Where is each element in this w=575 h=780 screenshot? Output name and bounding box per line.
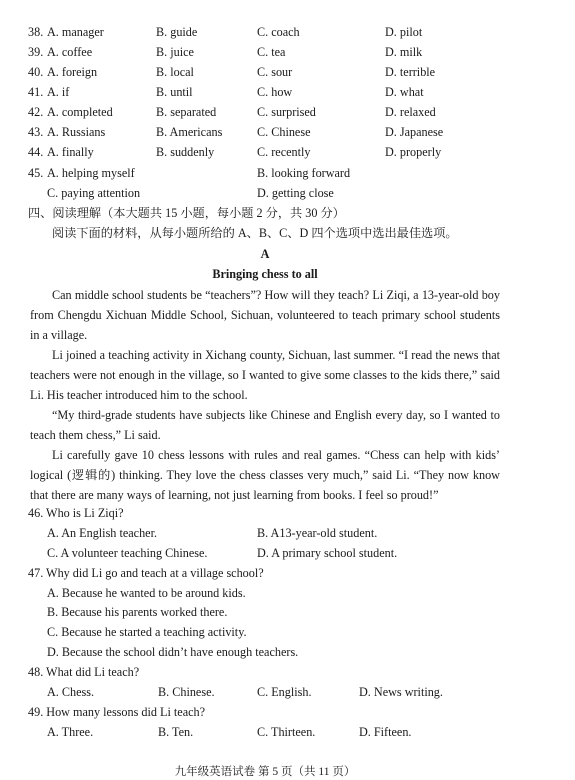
choice-row-40	[0, 63, 575, 81]
section-instruction: 阅读下面的材料，从每小题所给的 A、B、C、D 四个选项中选出最佳选项。	[52, 226, 458, 240]
option-d: D. A primary school student.	[257, 546, 398, 560]
option-c: C. sour	[257, 65, 293, 79]
passage-paragraph	[30, 285, 500, 345]
option-d: D. News writing.	[359, 685, 443, 699]
option-d: D. terrible	[385, 65, 436, 79]
option-c: C. Chinese	[257, 125, 311, 139]
option-a: A. Because he wanted to be around kids.	[47, 586, 246, 600]
option-b: B. juice	[156, 45, 194, 59]
option-c: C. how	[257, 85, 293, 99]
question-number: 40.	[28, 65, 44, 79]
question-stem-47: 47. Why did Li go and teach at a village school?	[28, 566, 264, 580]
option-c: C. coach	[257, 25, 300, 39]
option-b: B. separated	[156, 105, 217, 119]
passage-paragraph	[30, 405, 500, 445]
option-a: A. foreign	[47, 65, 98, 79]
option-b: B. A13-year-old student.	[257, 526, 378, 540]
question-stem-48: 48. What did Li teach?	[28, 665, 140, 679]
option-c: C. Because he started a teaching activity.	[47, 625, 247, 639]
option-b: B. Ten.	[158, 725, 194, 739]
option-b: B. Americans	[156, 125, 223, 139]
option-a: A. Three.	[47, 725, 94, 739]
paragraph-text: Li joined a teaching activity in Xichang county, Sichuan, last summer. “I read the news that teachers were not enough in the village, so I wanted to give some classes to the kids there,” said Li. His teacher introduced him to the school.	[30, 348, 500, 403]
option-c: C. surprised	[257, 105, 316, 119]
option-a: A. manager	[47, 25, 104, 39]
option-b: B. Chinese.	[158, 685, 215, 699]
option-d: D. pilot	[385, 25, 423, 39]
question-stem-49: 49. How many lessons did Li teach?	[28, 705, 206, 719]
option-b: B. looking forward	[257, 166, 351, 180]
option-c: C. recently	[257, 145, 311, 159]
question-number: 43.	[28, 125, 44, 139]
option-d: D. relaxed	[385, 105, 436, 119]
choice-row-39	[0, 43, 575, 61]
option-b: B. local	[156, 65, 194, 79]
passage-paragraph	[30, 445, 500, 505]
choice-row-45-continued	[0, 184, 575, 202]
question-stem-46: 46. Who is Li Ziqi?	[28, 506, 124, 520]
paragraph-text: Can middle school students be “teachers”? How will they teach? Li Ziqi, a 13-year-old boy from Chengdu Xichuan Middle School, Sichuan, volunteered to teach primary school students in a village.	[30, 288, 500, 343]
passage-label: A	[260, 247, 270, 261]
option-a: A. finally	[47, 145, 94, 159]
option-d: D. Because the school didn’t have enough teachers.	[47, 645, 299, 659]
option-b: B. until	[156, 85, 193, 99]
paragraph-text: Li carefully gave 10 chess lessons with rules and real games. “Chess can help with kids’ logical (逻辑的) thinking. They love the chess classes very much,” said Li. “They now know that there are many ways of learning, not just learning from books. I feel so proud!”	[30, 448, 500, 503]
option-a: A. if	[47, 85, 70, 99]
option-a: A. completed	[47, 105, 113, 119]
passage-title: Bringing chess to all	[212, 267, 318, 281]
option-d: D. what	[385, 85, 424, 99]
option-c: C. English.	[257, 685, 312, 699]
page-footer: 九年级英语试卷 第 5 页（共 11 页）	[174, 766, 356, 778]
option-d: D. Japanese	[385, 125, 444, 139]
option-b: B. guide	[156, 25, 198, 39]
option-a: A. Chess.	[47, 685, 95, 699]
option-d: D. milk	[385, 45, 423, 59]
section-heading: 四、阅读理解（本大题共 15 小题，每小题 2 分，共 30 分）	[28, 206, 345, 220]
passage-paragraph	[30, 345, 500, 405]
option-c: C. Thirteen.	[257, 725, 316, 739]
choice-row-38	[0, 23, 575, 41]
option-a: 38.	[28, 25, 44, 39]
question-number: 42.	[28, 105, 44, 119]
option-a: A. Russians	[47, 125, 106, 139]
question-number: 45.	[28, 166, 44, 180]
option-a: A. An English teacher.	[47, 526, 158, 540]
option-d: D. Fifteen.	[359, 725, 412, 739]
choice-row-41	[0, 83, 575, 101]
option-b: B. Because his parents worked there.	[47, 605, 228, 619]
option-c: C. paying attention	[47, 186, 141, 200]
question-number: 39.	[28, 45, 44, 59]
option-c: C. A volunteer teaching Chinese.	[47, 546, 208, 560]
choice-row-43	[0, 123, 575, 141]
paragraph-text: “My third-grade students have subjects like Chinese and English every day, so I wanted to teach them chess,” Li said.	[30, 408, 500, 443]
option-a: A. helping myself	[47, 166, 135, 180]
option-c: C. tea	[257, 45, 286, 59]
option-a: A. coffee	[47, 45, 93, 59]
choice-row-44	[0, 143, 575, 161]
option-d: D. getting close	[257, 186, 334, 200]
choice-row-45	[0, 164, 575, 182]
question-number: 41.	[28, 85, 44, 99]
option-d: D. properly	[385, 145, 442, 159]
option-b: B. suddenly	[156, 145, 215, 159]
question-number: 44.	[28, 145, 44, 159]
choice-row-42	[0, 103, 575, 121]
